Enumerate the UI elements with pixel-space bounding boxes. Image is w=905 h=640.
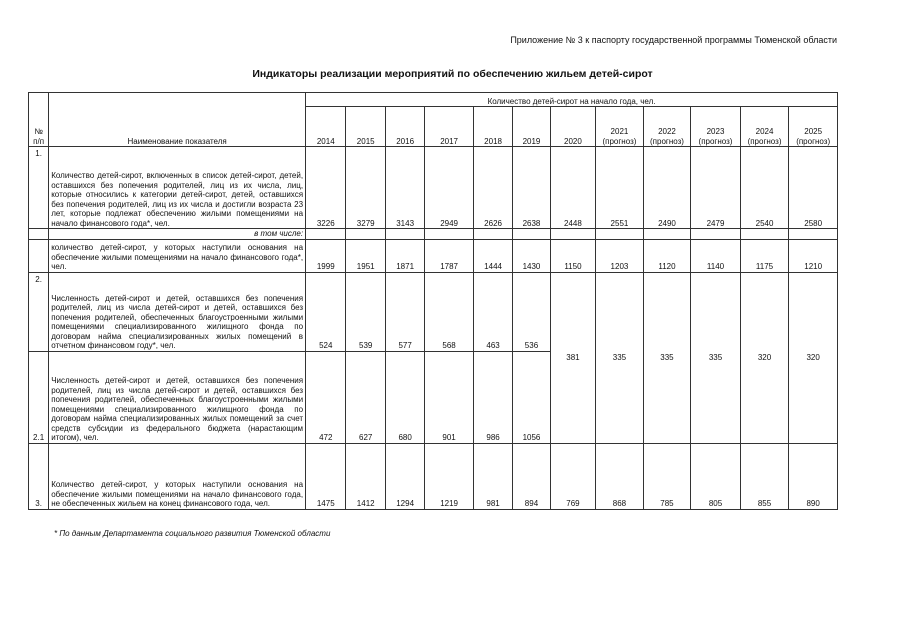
cell-value: 1120	[643, 239, 691, 272]
cell-value: 524	[306, 272, 346, 351]
year-header: 2017	[425, 107, 474, 147]
cell-value: 2479	[691, 147, 741, 229]
cell-value: 1056	[513, 351, 550, 443]
row-name: Численность детей-сирот и детей, оставшихся без попечения родителей, лиц из числа детей-сирот и детей, оставшихся без попечения родителей, обеспеченных благоустроенными жилыми помещениями специализированного жилищного фонда по договорам найма специализированных жилых помещений в отчетном финансовом году*, чел.	[49, 272, 306, 351]
year-header: 2024 (прогноз)	[740, 107, 789, 147]
cell-value: 1150	[550, 239, 596, 272]
year-header: 2021 (прогноз)	[596, 107, 644, 147]
footnote: * По данным Департамента социального развития Тюменской области	[54, 529, 331, 538]
cell-value: 381	[550, 272, 596, 443]
cell-value: 2626	[473, 147, 512, 229]
header-group: Количество детей-сирот на начало года, чел.	[306, 93, 838, 107]
header-name: Наименование показателя	[49, 93, 306, 147]
year-header: 2019	[513, 107, 550, 147]
year-header: 2015	[346, 107, 385, 147]
cell-value: 890	[789, 443, 838, 509]
cell-value: 2638	[513, 147, 550, 229]
cell-value: 805	[691, 443, 741, 509]
cell-value: 1140	[691, 239, 741, 272]
cell-value: 855	[740, 443, 789, 509]
document-title: Индикаторы реализации мероприятий по обеспечению жильем детей-сирот	[252, 68, 653, 80]
cell-value: 463	[473, 272, 512, 351]
row-name: количество детей-сирот, у которых наступили основания на обеспечение жилыми помещениями на начало финансового года*, чел.	[49, 239, 306, 272]
cell-value: 568	[425, 272, 474, 351]
cell-value: 1475	[306, 443, 346, 509]
cell-value: 2448	[550, 147, 596, 229]
cell-value: 1871	[385, 239, 424, 272]
cell-value: 320	[740, 272, 789, 443]
cell-value: 1219	[425, 443, 474, 509]
cell-value: 894	[513, 443, 550, 509]
year-header: 2025 (прогноз)	[789, 107, 838, 147]
row-name: Количество детей-сирот, включенных в список детей-сирот, детей, оставшихся без попечения родителей, лиц из их числа, лиц, которые относились к категории детей-сирот, детей, оставшихся без попечения родителей, лиц из их числа и достигли возраста 23 лет, которые подлежат обеспечению жилыми помещениями на начало финансового года*, чел.	[49, 147, 306, 229]
including-row	[29, 229, 838, 240]
row-num: 2.1	[29, 351, 49, 443]
table-row	[29, 147, 838, 229]
year-header: 2018	[473, 107, 512, 147]
row-num: 3.	[29, 443, 49, 509]
cell-value: 981	[473, 443, 512, 509]
cell-value: 2540	[740, 147, 789, 229]
cell-value: 3226	[306, 147, 346, 229]
cell-value: 901	[425, 351, 474, 443]
appendix-note: Приложение № 3 к паспорту государственной программы Тюменской области	[510, 35, 837, 45]
row-name: Численность детей-сирот и детей, оставшихся без попечения родителей, лиц из числа детей-сирот и детей, оставшихся без попечения родителей, обеспеченных благоустроенными жилыми помещениями специализированного жилищного фонда по договорам найма специализированных жилых помещений за счет средств субсидии из федерального бюджета (нарастающим итогом), чел.	[49, 351, 306, 443]
table-row	[29, 443, 838, 509]
cell-value: 536	[513, 272, 550, 351]
cell-value: 2949	[425, 147, 474, 229]
year-header: 2023 (прогноз)	[691, 107, 741, 147]
cell-value: 2490	[643, 147, 691, 229]
cell-value: 2551	[596, 147, 644, 229]
cell-value: 680	[385, 351, 424, 443]
cell-value: 868	[596, 443, 644, 509]
cell-value: 1430	[513, 239, 550, 272]
row-num	[29, 239, 49, 272]
cell-value: 2580	[789, 147, 838, 229]
cell-value: 769	[550, 443, 596, 509]
cell-value: 335	[596, 272, 644, 443]
year-header: 2016	[385, 107, 424, 147]
cell-value: 1787	[425, 239, 474, 272]
cell-value: 3279	[346, 147, 385, 229]
year-header: 2020	[550, 107, 596, 147]
table-row	[29, 239, 838, 272]
cell-value: 785	[643, 443, 691, 509]
cell-value: 320	[789, 272, 838, 443]
year-header: 2022 (прогноз)	[643, 107, 691, 147]
cell-value: 539	[346, 272, 385, 351]
indicators-table	[28, 92, 838, 510]
table-row	[29, 272, 838, 351]
cell-value: 577	[385, 272, 424, 351]
cell-value: 3143	[385, 147, 424, 229]
cell-value: 627	[346, 351, 385, 443]
cell-value: 1412	[346, 443, 385, 509]
cell-value: 1951	[346, 239, 385, 272]
cell-value: 1203	[596, 239, 644, 272]
cell-value: 1175	[740, 239, 789, 272]
cell-value: 1210	[789, 239, 838, 272]
year-header: 2014	[306, 107, 346, 147]
cell-value: 1294	[385, 443, 424, 509]
row-num: 1.	[29, 147, 49, 229]
header-num: № п/п	[29, 93, 49, 147]
cell-value: 1444	[473, 239, 512, 272]
cell-value: 472	[306, 351, 346, 443]
cell-value: 335	[643, 272, 691, 443]
cell-value: 1999	[306, 239, 346, 272]
row-name: Количество детей-сирот, у которых наступили основания на обеспечение жилыми помещениями на начало финансового года, не обеспеченных жильем на конец финансового года, чел.	[49, 443, 306, 509]
cell-value: 335	[691, 272, 741, 443]
including-label: в том числе:	[49, 229, 306, 240]
cell-value: 986	[473, 351, 512, 443]
row-num: 2.	[29, 272, 49, 351]
